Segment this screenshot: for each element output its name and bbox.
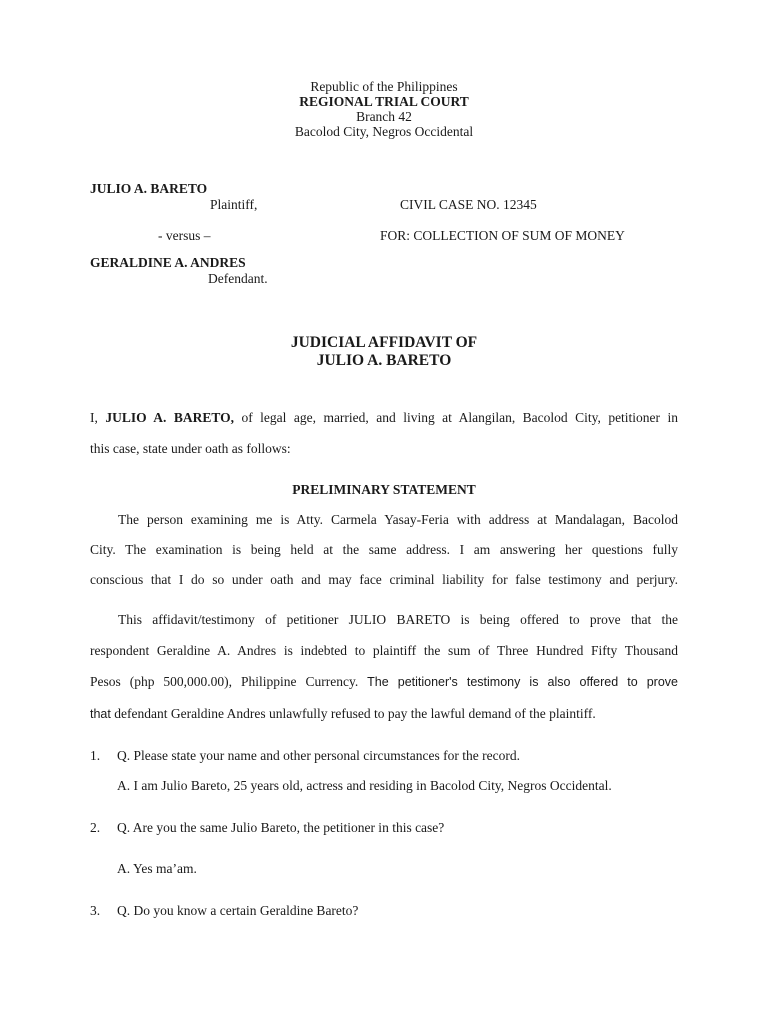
qa-answer: A. I am Julio Bareto, 25 years old, actress and residing in Bacolod City, Negros Occidental. [117,778,612,793]
intro-rest: of legal age, married, and living at Alangilan, Bacolod City, petitioner in [234,410,679,425]
preliminary-p1-line3: conscious that I do so under oath and may face criminal liability for false testimony and perjury. [90,572,678,587]
court-name: REGIONAL TRIAL COURT [299,94,469,109]
affiant-name: JULIO A. BARETO, [105,410,235,425]
defendant-name: GERALDINE A. ANDRES [90,255,246,270]
defendant-role: Defendant. [208,271,268,286]
p2-line3-sans: The petitioner's testimony is also offered to prove [367,675,678,689]
p2-line4-serif: defendant Geraldine Andres unlawfully refused to pay the lawful demand of the plaintiff. [110,706,596,721]
plaintiff-name: JULIO A. BARETO [90,181,208,196]
qa-question: Q. Are you the same Julio Bareto, the petitioner in this case? [117,820,445,835]
document-title-line2: JULIO A. BARETO [316,352,452,369]
intro-line2: this case, state under oath as follows: [90,441,291,456]
intro-line1 [90,411,678,425]
branch-label: Branch 42 [356,109,412,124]
versus-label: - versus – [158,228,211,243]
case-nature: FOR: COLLECTION OF SUM OF MONEY [380,228,625,243]
qa-question: Q. Please state your name and other personal circumstances for the record. [117,748,520,763]
republic-label: Republic of the Philippines [310,79,458,94]
preliminary-heading: PRELIMINARY STATEMENT [292,482,476,497]
qa-number: 3. [90,903,101,918]
preliminary-p2-line1: This affidavit/testimony of petitioner JULIO BARETO is being offered to prove that the [118,612,678,627]
qa-question: Q. Do you know a certain Geraldine Bareto? [117,903,359,918]
p2-line3-serif: Pesos (php 500,000.00), Philippine Currency. [90,674,368,689]
document-title-line1: JUDICIAL AFFIDAVIT OF [290,334,478,351]
preliminary-p2-line4 [90,707,596,721]
qa-number: 1. [90,748,101,763]
preliminary-p1-line1: The person examining me is Atty. Carmela Yasay-Feria with address at Mandalagan, Bacolod [118,512,678,527]
qa-answer: A. Yes ma’am. [117,861,197,876]
plaintiff-role: Plaintiff, [210,197,258,212]
preliminary-p2-line3 [90,675,678,689]
case-number: CIVIL CASE NO. 12345 [400,197,537,212]
preliminary-p1-line2: City. The examination is being held at the same address. I am answering her questions fully [90,542,678,557]
preliminary-p2-line2: respondent Geraldine A. Andres is indebted to plaintiff the sum of Three Hundred Fifty Thousand [90,643,678,658]
court-location: Bacolod City, Negros Occidental [294,124,474,139]
intro-prefix: I, [90,410,106,425]
p2-line4-sans: that [90,707,111,721]
qa-number: 2. [90,820,101,835]
